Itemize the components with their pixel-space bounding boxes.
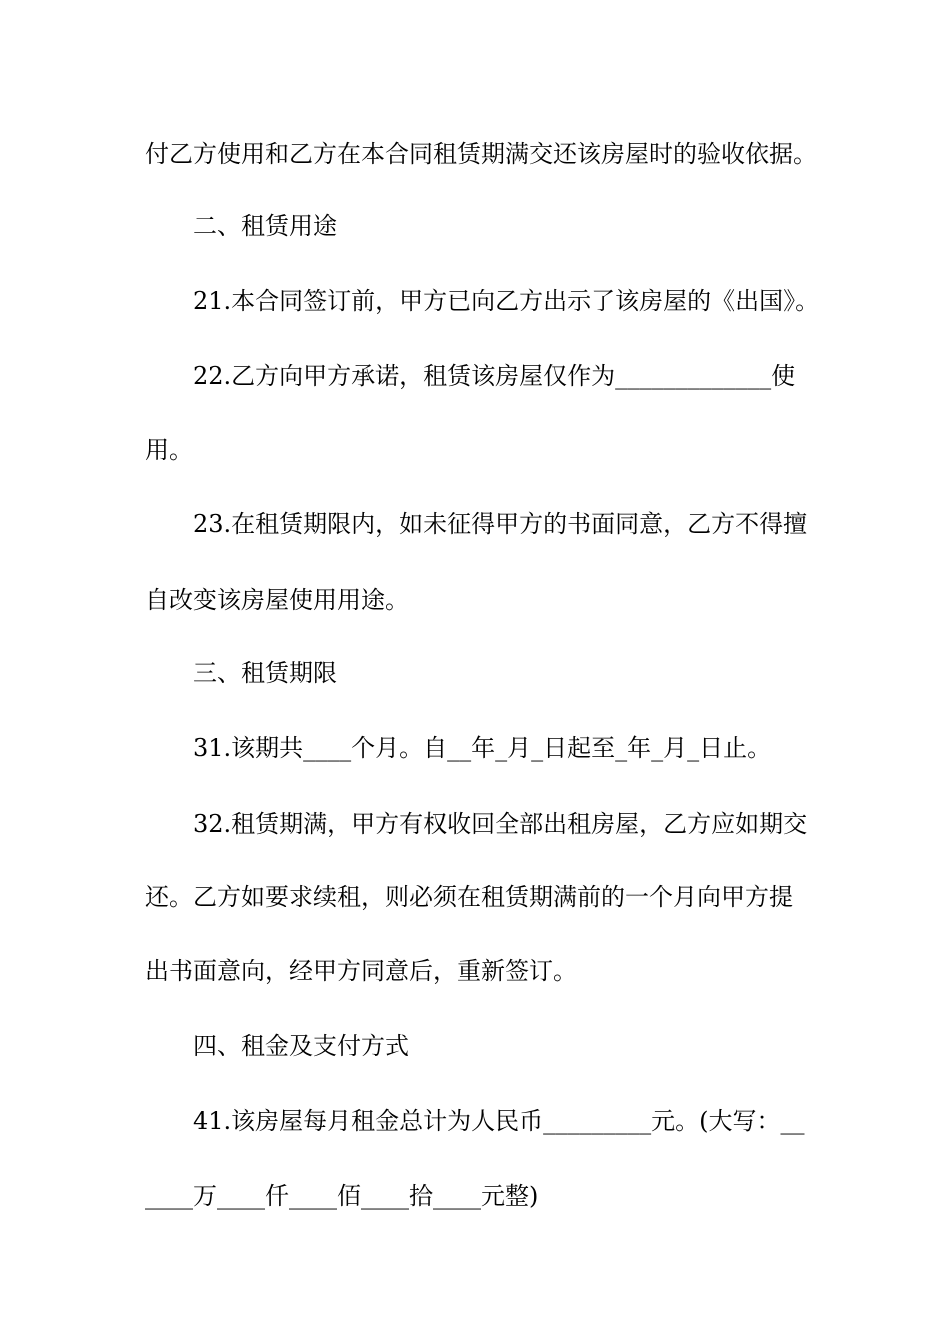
clause-32: 32.租赁期满，甲方有权收回全部出租房屋，乙方应如期交 (193, 810, 808, 838)
clause-22: 22.乙方向甲方承诺，租赁该房屋仅作为_____________使 (193, 362, 796, 390)
clause-41: 41.该房屋每月租金总计为人民币_________元。(大写：__ (193, 1107, 805, 1135)
section-heading: 四、租金及支付方式 (193, 1032, 409, 1060)
paragraph-line: 付乙方使用和乙方在本合同租赁期满交还该房屋时的验收依据。 (145, 140, 817, 168)
paragraph-line: 还。乙方如要求续租，则必须在租赁期满前的一个月向甲方提 (145, 883, 793, 911)
paragraph-line: 出书面意向，经甲方同意后，重新签订。 (145, 957, 577, 985)
section-heading: 三、租赁期限 (193, 659, 337, 687)
paragraph-line: 自改变该房屋使用用途。 (145, 586, 409, 614)
clause-31: 31.该期共____个月。自__年_月_日起至_年_月_日止。 (193, 734, 772, 762)
paragraph-line: 用。 (145, 436, 193, 464)
clause-23: 23.在租赁期限内，如未征得甲方的书面同意，乙方不得擅 (193, 510, 808, 538)
clause-21: 21.本合同签订前，甲方已向乙方出示了该房屋的《出国》。 (193, 287, 820, 315)
section-heading: 二、租赁用途 (193, 212, 337, 240)
paragraph-line: ____万____仟____佰____拾____元整) (145, 1182, 539, 1210)
